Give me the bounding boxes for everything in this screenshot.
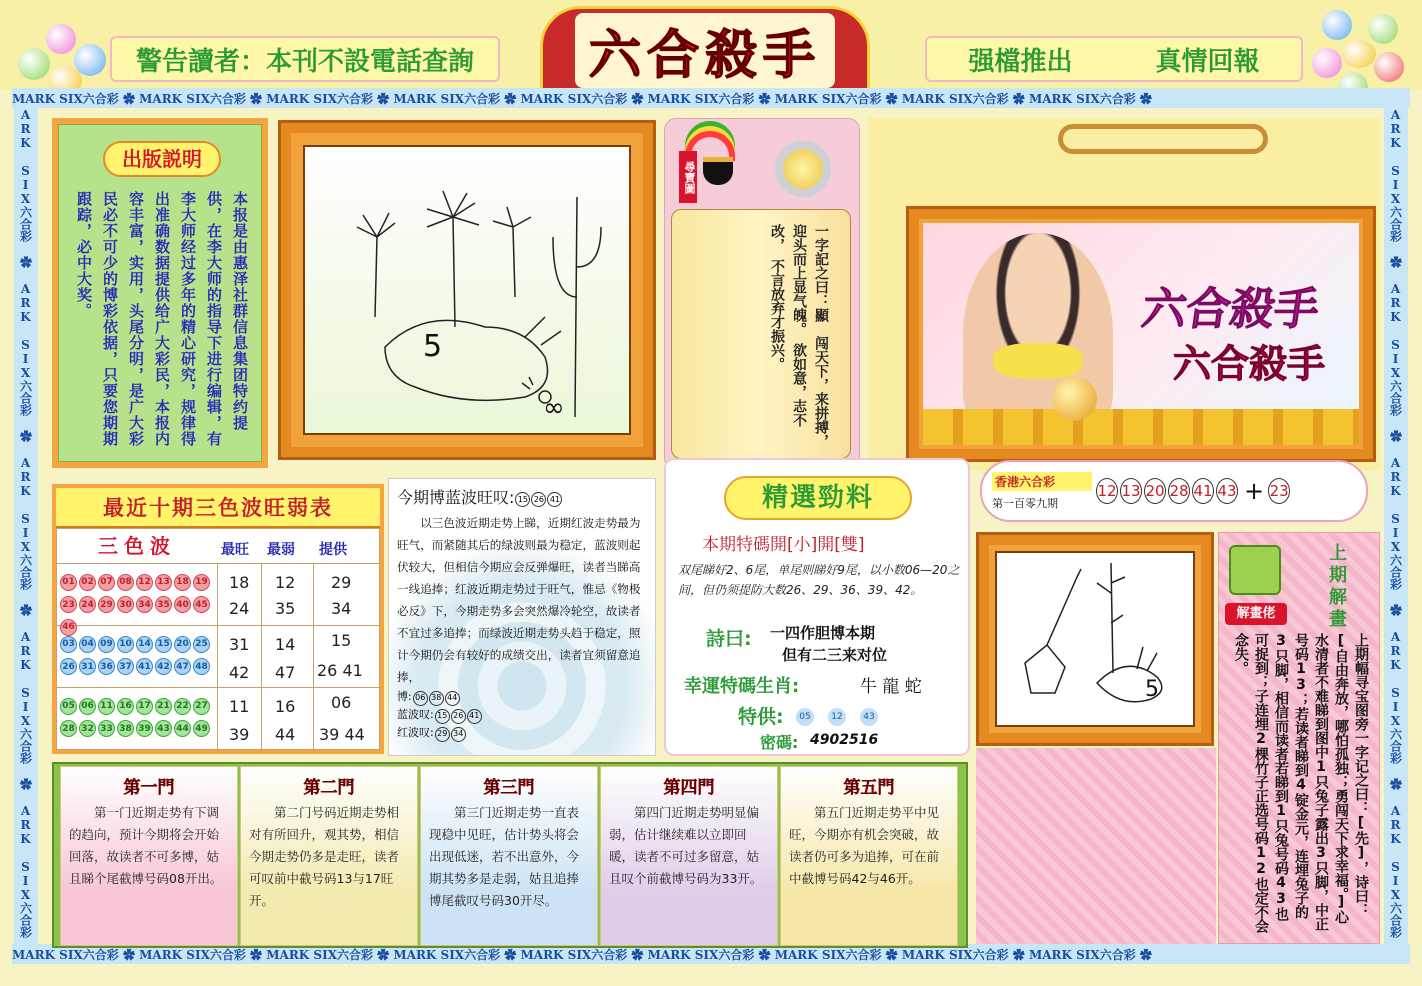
circled-number: 15 bbox=[435, 709, 450, 724]
circled-number: 44 bbox=[445, 691, 460, 706]
circled-number: 29 bbox=[435, 727, 450, 742]
green-min-2: 44 bbox=[275, 725, 296, 744]
pot-icon bbox=[703, 157, 733, 185]
blue-max-2: 42 bbox=[229, 663, 250, 682]
circled-number: 26 bbox=[531, 492, 546, 507]
header-warning: 警告讀者：本刊不設電話查詢 bbox=[135, 46, 474, 77]
puzzle-image-1 bbox=[305, 147, 633, 437]
gate-title: 第五門 bbox=[843, 778, 895, 798]
gate-title: 第四門 bbox=[663, 778, 715, 798]
green-give-2: 39 44 bbox=[319, 725, 365, 744]
blue-ball: 15 bbox=[155, 636, 172, 653]
model-panel bbox=[868, 118, 1380, 470]
green-ball: 05 bbox=[60, 698, 77, 715]
green-ball: 28 bbox=[60, 720, 77, 737]
scroll-text: 一字記之曰：顯 闯天下，来拼搏， 迎头而上显气魄。 欲如意，志不改， 不言放弃才振兴。 bbox=[769, 224, 829, 455]
tegong-nums bbox=[796, 704, 892, 726]
blue-ball: 48 bbox=[193, 658, 210, 675]
green-ball: 22 bbox=[174, 698, 191, 715]
blue-nums bbox=[434, 708, 482, 721]
red-nums bbox=[434, 726, 466, 739]
blue-ball: 36 bbox=[98, 658, 115, 675]
blue-min-2: 47 bbox=[275, 663, 296, 682]
blue-ball: 03 bbox=[60, 636, 77, 653]
result-label-1: 香港六合彩 bbox=[992, 472, 1092, 491]
band-right: ARK SIX六合彩 ✿ ARK SIX六合彩 ✿ ARK SIX六合彩 ✿ ARK SIX六合彩 ✿ ARK SIX六合彩 bbox=[1384, 108, 1408, 944]
featured-panel bbox=[664, 458, 970, 756]
header-slogan-1: 强檔推出 bbox=[968, 46, 1073, 77]
red-ball: 18 bbox=[174, 574, 191, 591]
blue-ball: 10 bbox=[117, 636, 134, 653]
book-icon bbox=[1229, 545, 1281, 595]
blue-give-2: 26 41 bbox=[317, 661, 363, 680]
blue-head: 今期博蓝波旺叹: bbox=[397, 488, 515, 507]
gate-title: 第三門 bbox=[483, 778, 535, 798]
result-label-2: 第一百零九期 bbox=[992, 496, 1058, 510]
scroll-paper bbox=[671, 209, 851, 459]
poem-2: 但有二三来对位 bbox=[782, 646, 888, 664]
red-min-2: 35 bbox=[275, 599, 296, 618]
puzzle-image-2 bbox=[997, 553, 1197, 729]
result-number: 28 bbox=[1168, 478, 1190, 504]
gate-2 bbox=[240, 766, 418, 946]
featured-line1: 本期特碼開[小]開[雙] bbox=[702, 535, 865, 555]
header-warning-box bbox=[110, 36, 500, 82]
green-ball: 43 bbox=[155, 720, 172, 737]
lucky-zodiac: 牛 龍 蛇 bbox=[860, 677, 922, 697]
horseshoe-icon bbox=[775, 141, 831, 197]
green-max-2: 39 bbox=[229, 725, 250, 744]
interp-panel bbox=[1218, 532, 1380, 944]
col-max: 最旺 bbox=[221, 542, 249, 558]
green-min-1: 16 bbox=[275, 697, 296, 716]
red-ball: 07 bbox=[98, 574, 115, 591]
red-ball: 40 bbox=[174, 596, 191, 613]
green-ball: 17 bbox=[136, 698, 153, 715]
blue-text: 以三色波近期走势上睇，近期红波走势最为旺气，而紧随其后的绿波则最为稳定，蓝波则起伏较大，但相信今期应会反弹爆旺，读者当睇高一线追捧；红波近期走势过于旺气，惟忌《物极必反》下，今期走势多会突然爆冷轮空，故读者不宜过多追捧；而绿波近期走势头趋于稳定，照计今期仍会有较好的成绩交出，读者宜须留意追捧， bbox=[397, 516, 641, 684]
model-logo-1: 六合殺手 bbox=[1138, 284, 1322, 335]
red-max-2: 24 bbox=[229, 599, 250, 618]
red-max-1: 18 bbox=[229, 573, 250, 592]
result-number: 41 bbox=[1192, 478, 1214, 504]
blue-ball: 25 bbox=[193, 636, 210, 653]
pub-text: 本报是由惠泽社群信息集团特约提供，在李大师的指导下进行编辑，有李大师经过多年的精心研究，规律得出准确数据提供给广大彩民，本报内容丰富，实用，头尾分明，是广大彩民必不可少的博彩依据，只要您期期跟踪，必中大奖。 bbox=[75, 191, 249, 447]
result-number: 12 bbox=[1096, 478, 1118, 504]
scroll-panel bbox=[664, 118, 860, 470]
blue-max-1: 31 bbox=[229, 635, 250, 654]
green-ball: 44 bbox=[174, 720, 191, 737]
red-ball: 01 bbox=[60, 574, 77, 591]
result-strip bbox=[980, 460, 1368, 522]
poem-label: 詩曰: bbox=[706, 628, 752, 650]
model-logo-2: 六合殺手 bbox=[1173, 342, 1326, 386]
green-give-1: 06 bbox=[331, 693, 352, 712]
circled-number: 41 bbox=[467, 709, 482, 724]
green-ball: 32 bbox=[79, 720, 96, 737]
tegong-label: 特供: bbox=[738, 706, 784, 728]
gate-4 bbox=[600, 766, 778, 946]
pub-panel bbox=[52, 118, 268, 468]
circled-number: 06 bbox=[413, 691, 428, 706]
green-ball: 38 bbox=[117, 720, 134, 737]
code-label: 密碼: bbox=[760, 733, 799, 752]
blue-balls bbox=[59, 631, 215, 676]
gate-3 bbox=[420, 766, 598, 946]
green-balls bbox=[59, 693, 215, 738]
red-ball: 46 bbox=[60, 619, 77, 636]
featured-line2: 双尾睇好2、6尾，单尾则睇好9尾，以小数06—20之间，但仍须提防大数26、29、36、39、42。 bbox=[678, 563, 960, 597]
red-ball: 23 bbox=[60, 596, 77, 613]
result-plus: + bbox=[1244, 477, 1265, 505]
red-ball: 35 bbox=[155, 596, 172, 613]
header-slogan-box bbox=[925, 36, 1303, 82]
treasure-badge: 尋寶圖 bbox=[679, 151, 697, 203]
blue-ball: 26 bbox=[60, 658, 77, 675]
interp-pattern bbox=[976, 748, 1216, 944]
puzzle-label-1b: ∞ bbox=[543, 393, 565, 423]
gold-ball bbox=[1053, 377, 1097, 421]
blue-head-nums bbox=[514, 487, 562, 507]
green-ball: 11 bbox=[98, 698, 115, 715]
red-label: 红波叹: bbox=[397, 726, 434, 739]
blue-min-1: 14 bbox=[275, 635, 296, 654]
band-bottom: MARK SIX六合彩 ✿ MARK SIX六合彩 ✿ MARK SIX六合彩 ✿ MARK SIX六合彩 ✿ MARK SIX六合彩 ✿ MARK SIX六合彩 ✿ MARK SIX六合彩 ✿ MARK SIX六合彩 ✿ MARK SIX六合彩 ✿ bbox=[12, 944, 1410, 964]
result-number: 20 bbox=[1144, 478, 1166, 504]
header-slogan-2: 真情回報 bbox=[1155, 46, 1260, 77]
bo-nums bbox=[412, 690, 460, 703]
gate-text: 第五门近期走势平中见旺，今期亦有机会突破，故读者仍可多为追捧，可在前中截博号码42与46开。 bbox=[789, 805, 940, 886]
result-number: 13 bbox=[1120, 478, 1142, 504]
gate-title: 第一門 bbox=[123, 778, 175, 798]
blue-ball: 14 bbox=[136, 636, 153, 653]
title-banner bbox=[540, 6, 870, 94]
gate-1 bbox=[60, 766, 238, 946]
band-top: MARK SIX六合彩 ✿ MARK SIX六合彩 ✿ MARK SIX六合彩 ✿ MARK SIX六合彩 ✿ MARK SIX六合彩 ✿ MARK SIX六合彩 ✿ MARK SIX六合彩 ✿ MARK SIX六合彩 ✿ MARK SIX六合彩 ✿ bbox=[12, 88, 1410, 108]
lucky-label: 幸運特碼生肖: bbox=[684, 676, 800, 697]
puzzle-frame-1 bbox=[278, 120, 656, 460]
red-min-1: 12 bbox=[275, 573, 296, 592]
puzzle-frame-2 bbox=[976, 532, 1214, 746]
result-number: 43 bbox=[1216, 478, 1238, 504]
blue-ball: 09 bbox=[98, 636, 115, 653]
bo-label: 博: bbox=[397, 690, 412, 703]
gate-text: 第一门近期走势有下调的趋向，预计今期将会开始回落，故读者不可多博，姑且睇个尾截博号码08开出。 bbox=[69, 805, 223, 886]
puzzle-label-2: 5 bbox=[1145, 677, 1159, 702]
tegong-number: 12 bbox=[828, 708, 846, 726]
result-numbers bbox=[1096, 478, 1240, 504]
green-ball: 33 bbox=[98, 720, 115, 737]
gold-ingots bbox=[923, 409, 1359, 445]
wave-table-title: 最近十期三色波旺弱表 bbox=[103, 496, 333, 520]
red-give-2: 34 bbox=[331, 599, 352, 618]
blue-ball: 47 bbox=[174, 658, 191, 675]
blue-ball: 37 bbox=[117, 658, 134, 675]
red-ball: 08 bbox=[117, 574, 134, 591]
red-ball: 30 bbox=[117, 596, 134, 613]
green-ball: 06 bbox=[79, 698, 96, 715]
circled-number: 38 bbox=[429, 691, 444, 706]
red-ball: 34 bbox=[136, 596, 153, 613]
red-ball: 02 bbox=[79, 574, 96, 591]
poem-1: 一四作胆博本期 bbox=[770, 624, 876, 642]
wave-col-header: 三色波 bbox=[98, 534, 176, 558]
green-ball: 27 bbox=[193, 698, 210, 715]
wave-table bbox=[52, 484, 384, 754]
gate-text: 第三门近期走势一直表现稳中见旺，估计势头将会出现低迷，若不出意外，今期其势多是走弱，姑且追捧博尾截叹号码30开尽。 bbox=[429, 805, 580, 908]
interp-badge: 解畫佬 bbox=[1225, 603, 1287, 625]
model-frame bbox=[906, 206, 1376, 462]
green-ball: 39 bbox=[136, 720, 153, 737]
red-ball: 45 bbox=[193, 596, 210, 613]
hanger-bar bbox=[1058, 124, 1268, 154]
interp-title: 上期解畫 bbox=[1326, 543, 1347, 631]
red-balls bbox=[59, 569, 215, 637]
result-special: 23 bbox=[1268, 478, 1290, 504]
blue-ball: 31 bbox=[79, 658, 96, 675]
circled-number: 15 bbox=[515, 492, 530, 507]
puzzle-label-1: 5 bbox=[423, 329, 443, 364]
red-ball: 24 bbox=[79, 596, 96, 613]
red-ball: 29 bbox=[98, 596, 115, 613]
blue-analysis bbox=[388, 478, 656, 756]
blue-ball: 04 bbox=[79, 636, 96, 653]
code-value: 4902516 bbox=[810, 732, 879, 748]
tegong-number: 05 bbox=[796, 708, 814, 726]
red-ball: 12 bbox=[136, 574, 153, 591]
circled-number: 26 bbox=[451, 709, 466, 724]
green-ball: 16 bbox=[117, 698, 134, 715]
gate-text: 第二门号码近期走势相对有所回升，观其势，相信今期走势仍多是走旺，读者可叹前中截号码13与17旺开。 bbox=[249, 805, 400, 908]
green-ball: 49 bbox=[193, 720, 210, 737]
red-give-1: 29 bbox=[331, 573, 352, 592]
red-ball: 13 bbox=[155, 574, 172, 591]
blue-label: 蓝波叹: bbox=[397, 708, 434, 721]
pub-title: 出版説明 bbox=[103, 141, 221, 177]
interp-text: 上期幅寻宝图旁一字记之曰：[先]，诗曰：[自由奔放，哪怕孤独；勇闯天下求幸福。]心水清者不难睇到图中1只兔子露出3只脚，中正号码13；若读者睇到4锭金元，连埋兔子的3只脚，相信而读者若睇到1只兔号码43也可捉到；子连埋2棵竹子正选号码12也定不会念失。 bbox=[1233, 633, 1369, 933]
page-title: 六合殺手 bbox=[575, 13, 835, 88]
blue-ball: 41 bbox=[136, 658, 153, 675]
gate-5 bbox=[780, 766, 958, 946]
circled-number: 34 bbox=[451, 727, 466, 742]
blue-give-1: 15 bbox=[331, 631, 352, 650]
blue-ball: 42 bbox=[155, 658, 172, 675]
bikini-top bbox=[993, 343, 1083, 379]
green-ball: 21 bbox=[155, 698, 172, 715]
gate-text: 第四门近期走势明显偏弱，估计继续难以立即回暖，读者不可过多留意，姑且叹个前截博号码为33开。 bbox=[609, 805, 763, 886]
featured-title: 精選勁料 bbox=[724, 476, 912, 520]
band-left: ARK SIX六合彩 ✿ ARK SIX六合彩 ✿ ARK SIX六合彩 ✿ ARK SIX六合彩 ✿ ARK SIX六合彩 bbox=[14, 108, 38, 944]
tegong-number: 43 bbox=[860, 708, 878, 726]
blue-ball: 20 bbox=[174, 636, 191, 653]
green-max-1: 11 bbox=[229, 697, 250, 716]
col-min: 最弱 bbox=[267, 542, 295, 558]
gate-title: 第二門 bbox=[303, 778, 355, 798]
col-give: 提供 bbox=[319, 542, 347, 558]
red-ball: 19 bbox=[193, 574, 210, 591]
circled-number: 41 bbox=[547, 492, 562, 507]
